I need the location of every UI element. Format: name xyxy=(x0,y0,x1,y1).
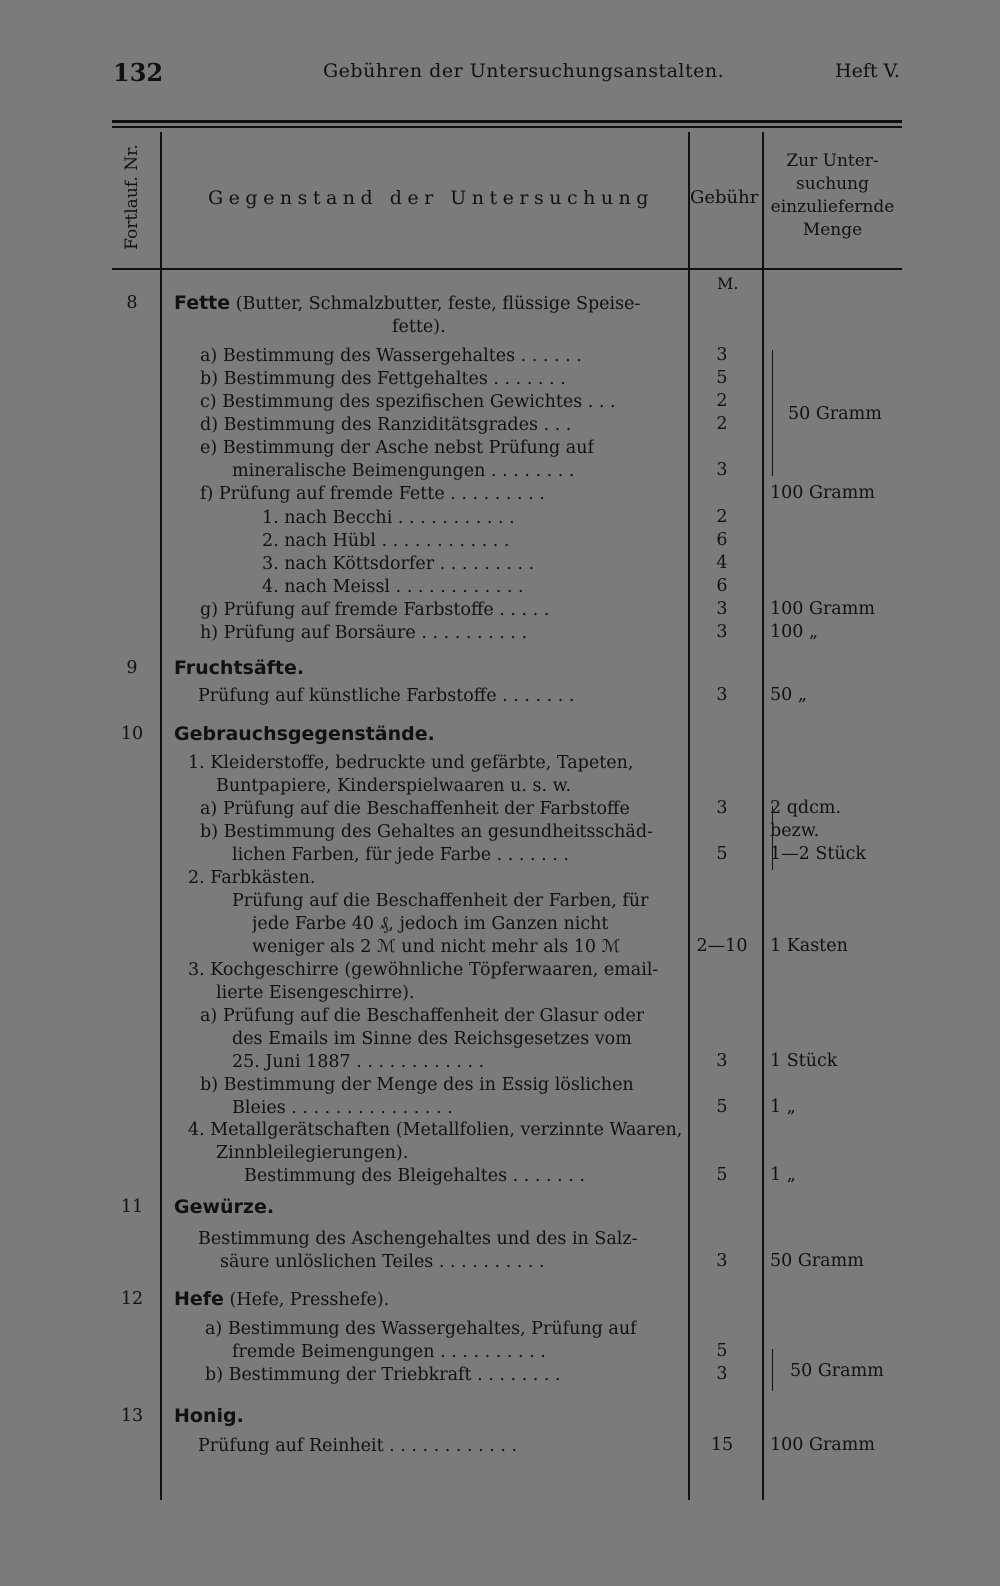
row-text: 4. Metallgerätschaften (Metallfolien, verzinnte Waaren, xyxy=(188,1120,683,1140)
row-fee: 2 xyxy=(716,391,728,411)
table-row xyxy=(0,820,1000,843)
row-quantity: 100 Gramm xyxy=(770,599,875,619)
row-description xyxy=(200,413,571,437)
row-text: mineralische Beimengungen . . . . . . . . xyxy=(232,461,575,481)
row-description xyxy=(174,1196,274,1220)
table-row xyxy=(0,797,1000,820)
row-fee: 3 xyxy=(716,622,728,642)
row-fee: 3 xyxy=(716,1251,728,1271)
row-description xyxy=(216,981,415,1005)
row-fee: 6 xyxy=(716,530,728,550)
table-row xyxy=(0,981,1000,1004)
row-quantity: 1 „ xyxy=(770,1165,796,1185)
table-row xyxy=(0,866,1000,889)
row-description xyxy=(174,723,435,747)
row-text: lichen Farben, für jede Farbe . . . . . . . xyxy=(232,845,569,865)
row-description xyxy=(200,820,653,844)
table-row xyxy=(0,459,1000,482)
row-quantity: 1—2 Stück xyxy=(770,844,867,864)
row-text: (Butter, Schmalzbutter, feste, flüssige Speise- xyxy=(230,294,641,314)
row-quantity: 50 Gramm xyxy=(770,1251,864,1271)
table-row xyxy=(0,843,1000,866)
brace-fette-qty: 50 Gramm xyxy=(788,404,882,424)
table-row xyxy=(0,1118,1000,1141)
row-text: b) Bestimmung des Fettgehaltes . . . . . . . xyxy=(200,369,566,389)
table-row xyxy=(0,575,1000,598)
row-description xyxy=(200,367,566,391)
table-row xyxy=(0,912,1000,935)
row-number: 11 xyxy=(120,1197,144,1217)
row-description xyxy=(198,1227,638,1251)
row-description xyxy=(220,1250,545,1274)
table-row xyxy=(0,774,1000,797)
top-rule-thin xyxy=(112,126,902,128)
row-quantity: 100 Gramm xyxy=(770,1435,875,1455)
row-description xyxy=(262,506,515,530)
row-description xyxy=(232,1096,453,1120)
row-description xyxy=(232,1050,484,1074)
table-row xyxy=(0,889,1000,912)
row-description xyxy=(244,1164,585,1188)
row-quantity: 100 Gramm xyxy=(770,483,875,503)
row-fee: 15 xyxy=(710,1435,734,1455)
row-heading: Gebrauchsgegenstände. xyxy=(174,723,435,745)
table-row xyxy=(0,315,1000,338)
row-quantity: 1 „ xyxy=(770,1097,796,1117)
table-row xyxy=(0,292,1000,315)
row-description xyxy=(232,889,649,913)
row-text: fremde Beimengungen . . . . . . . . . . xyxy=(232,1342,546,1362)
row-description xyxy=(200,598,549,622)
row-heading: Gewürze. xyxy=(174,1196,275,1218)
brace-gebrauch xyxy=(772,806,773,870)
row-text: a) Prüfung auf die Beschaffenheit der Farbstoffe xyxy=(200,799,630,819)
row-fee: 6 xyxy=(716,576,728,596)
table-row xyxy=(0,1196,1000,1219)
volume-label: Heft V. xyxy=(835,60,900,82)
table-row xyxy=(0,1434,1000,1457)
row-fee: 3 xyxy=(716,1364,728,1384)
row-text: 1. nach Becchi . . . . . . . . . . . xyxy=(262,508,515,528)
row-quantity: 1 Stück xyxy=(770,1051,838,1071)
row-quantity: bezw. xyxy=(770,821,820,841)
row-text: d) Bestimmung des Ranziditätsgrades . . . xyxy=(200,415,572,435)
row-fee: 3 xyxy=(716,798,728,818)
table-row xyxy=(0,436,1000,459)
row-text: a) Prüfung auf die Beschaffenheit der Glasur oder xyxy=(200,1006,645,1026)
row-description xyxy=(200,390,616,414)
top-rule-thick xyxy=(112,120,902,123)
table-row xyxy=(0,1340,1000,1363)
row-heading: Fette xyxy=(174,292,231,314)
row-quantity: 2 qdcm. xyxy=(770,798,842,818)
row-fee: 2 xyxy=(716,414,728,434)
row-description xyxy=(200,436,594,460)
row-text: Prüfung auf Reinheit . . . . . . . . . . . . xyxy=(198,1436,518,1456)
row-text: a) Bestimmung des Wassergehaltes . . . . . . xyxy=(200,346,582,366)
row-description xyxy=(188,1118,682,1142)
table-row xyxy=(0,506,1000,529)
table-row xyxy=(0,344,1000,367)
row-text: 2. Farbkästen. xyxy=(188,868,316,888)
row-text: lierte Eisengeschirre). xyxy=(216,983,415,1003)
table-row xyxy=(0,482,1000,505)
row-text: 2. nach Hübl . . . . . . . . . . . . xyxy=(262,531,510,551)
row-text: Buntpapiere, Kinderspielwaaren u. s. w. xyxy=(216,776,572,796)
table-row xyxy=(0,598,1000,621)
row-description xyxy=(174,1405,244,1429)
row-description xyxy=(200,1004,644,1028)
table-row xyxy=(0,1027,1000,1050)
table-row xyxy=(0,552,1000,575)
table-row xyxy=(0,529,1000,552)
table-row xyxy=(0,1004,1000,1027)
row-text: g) Prüfung auf fremde Farbstoffe . . . . . xyxy=(200,600,550,620)
row-description xyxy=(262,529,509,553)
row-text: 25. Juni 1887 . . . . . . . . . . . . xyxy=(232,1052,485,1072)
row-description xyxy=(252,935,620,959)
table-row xyxy=(0,1250,1000,1273)
row-text: h) Prüfung auf Borsäure . . . . . . . . . . xyxy=(200,623,528,643)
row-description xyxy=(216,1141,408,1165)
row-description xyxy=(232,459,574,483)
table-row xyxy=(0,684,1000,707)
row-fee: 5 xyxy=(716,1097,728,1117)
row-description xyxy=(174,657,304,681)
brace-hefe-qty: 50 Gramm xyxy=(790,1361,884,1381)
row-text: Bestimmung des Aschengehaltes und des in Salz- xyxy=(198,1229,638,1249)
row-fee: 3 xyxy=(716,1051,728,1071)
running-title: Gebühren der Untersuchungsanstalten. xyxy=(323,60,725,82)
table-row xyxy=(0,1073,1000,1096)
row-description xyxy=(198,684,574,708)
row-text: 3. nach Köttsdorfer . . . . . . . . . xyxy=(262,554,535,574)
row-text: a) Bestimmung des Wassergehaltes, Prüfung auf xyxy=(205,1319,637,1339)
table-row xyxy=(0,1317,1000,1340)
row-heading: Honig. xyxy=(174,1405,244,1427)
header-fee: Gebühr xyxy=(690,187,759,208)
row-text: säure unlöslichen Teiles . . . . . . . . . . xyxy=(220,1252,545,1272)
table-row xyxy=(0,935,1000,958)
row-number: 8 xyxy=(126,293,138,313)
row-heading: Hefe xyxy=(174,1288,224,1310)
row-text: jede Farbe 40 ₰, jedoch im Ganzen nicht xyxy=(252,914,609,934)
row-number: 13 xyxy=(120,1406,144,1426)
table-row xyxy=(0,1096,1000,1119)
row-description xyxy=(200,482,545,506)
table-row xyxy=(0,367,1000,390)
row-description xyxy=(262,575,524,599)
header-bottom-rule xyxy=(112,268,902,270)
row-text: fette). xyxy=(392,317,446,337)
row-text: b) Bestimmung des Gehaltes an gesundheitsschäd- xyxy=(200,822,653,842)
row-quantity: 1 Kasten xyxy=(770,936,848,956)
page-number: 132 xyxy=(113,58,164,87)
row-text: weniger als 2 ℳ und nicht mehr als 10 ℳ xyxy=(252,937,621,957)
row-description xyxy=(174,292,640,316)
row-description xyxy=(188,751,633,775)
table-row xyxy=(0,1405,1000,1428)
row-description xyxy=(205,1363,561,1387)
row-quantity: 100 „ xyxy=(770,622,819,642)
row-number: 9 xyxy=(126,658,138,678)
row-text: (Hefe, Presshefe). xyxy=(223,1290,390,1310)
row-description xyxy=(262,552,534,576)
row-fee: 2 xyxy=(716,507,728,527)
row-text: Prüfung auf die Beschaffenheit der Farben, für xyxy=(232,891,649,911)
row-number: 12 xyxy=(120,1289,144,1309)
row-description xyxy=(188,866,315,890)
row-text: Zinnbleilegierungen). xyxy=(216,1143,409,1163)
row-fee: 4 xyxy=(716,553,728,573)
row-description xyxy=(232,843,569,867)
header-fortlauf-nr xyxy=(110,135,154,260)
row-text: b) Bestimmung der Triebkraft . . . . . . . . xyxy=(205,1365,561,1385)
row-description xyxy=(200,621,527,645)
row-text: Prüfung auf künstliche Farbstoffe . . . . . . . xyxy=(198,686,575,706)
row-text: c) Bestimmung des spezifischen Gewichtes . . . xyxy=(200,392,616,412)
row-fee: 5 xyxy=(716,1341,728,1361)
brace-fette xyxy=(772,350,773,476)
table-row xyxy=(0,1288,1000,1311)
row-fee: 3 xyxy=(716,460,728,480)
row-text: f) Prüfung auf fremde Fette . . . . . . . . . xyxy=(200,484,545,504)
table-row xyxy=(0,1141,1000,1164)
table-row xyxy=(0,1164,1000,1187)
brace-hefe xyxy=(772,1349,773,1391)
row-fee: 5 xyxy=(716,844,728,864)
row-description xyxy=(200,344,582,368)
row-text: 1. Kleiderstoffe, bedruckte und gefärbte, Tapeten, xyxy=(188,753,634,773)
row-text: Bleies . . . . . . . . . . . . . . . xyxy=(232,1098,453,1118)
row-description xyxy=(200,797,630,821)
table-row xyxy=(0,958,1000,981)
row-fee: 5 xyxy=(716,368,728,388)
table-row xyxy=(0,1227,1000,1250)
row-text: e) Bestimmung der Asche nebst Prüfung auf xyxy=(200,438,594,458)
table-row xyxy=(0,657,1000,680)
row-description xyxy=(232,1027,632,1051)
row-text: des Emails im Sinne des Reichsgesetzes vom xyxy=(232,1029,632,1049)
row-description xyxy=(232,1340,546,1364)
table-row xyxy=(0,1050,1000,1073)
header-quantity: Zur Unter- suchung einzuliefernde Menge xyxy=(770,151,895,240)
row-number: 10 xyxy=(120,724,144,744)
header-subject: Gegenstand der Untersuchung xyxy=(208,187,654,209)
row-description xyxy=(252,912,608,936)
row-text: b) Bestimmung der Menge des in Essig löslichen xyxy=(200,1075,634,1095)
row-quantity: 50 „ xyxy=(770,685,807,705)
row-description xyxy=(174,1288,389,1312)
row-description xyxy=(392,315,446,339)
row-description xyxy=(188,958,658,982)
row-description xyxy=(200,1073,634,1097)
row-text: 3. Kochgeschirre (gewöhnliche Töpferwaaren, email- xyxy=(188,960,659,980)
table-row xyxy=(0,723,1000,746)
row-fee: 5 xyxy=(716,1165,728,1185)
row-description xyxy=(216,774,571,798)
row-text: Bestimmung des Bleigehaltes . . . . . . . xyxy=(244,1166,585,1186)
row-fee: 2—10 xyxy=(696,936,748,956)
currency-unit: M. xyxy=(717,274,739,293)
row-description xyxy=(205,1317,637,1341)
row-text: 4. nach Meissl . . . . . . . . . . . . xyxy=(262,577,524,597)
row-description xyxy=(198,1434,517,1458)
table-row xyxy=(0,751,1000,774)
header-fortlauf-text: Fortlauf. Nr. xyxy=(122,144,142,250)
row-fee: 3 xyxy=(716,599,728,619)
row-heading: Fruchtsäfte. xyxy=(174,657,305,679)
row-fee: 3 xyxy=(716,345,728,365)
row-fee: 3 xyxy=(716,685,728,705)
table-row xyxy=(0,621,1000,644)
